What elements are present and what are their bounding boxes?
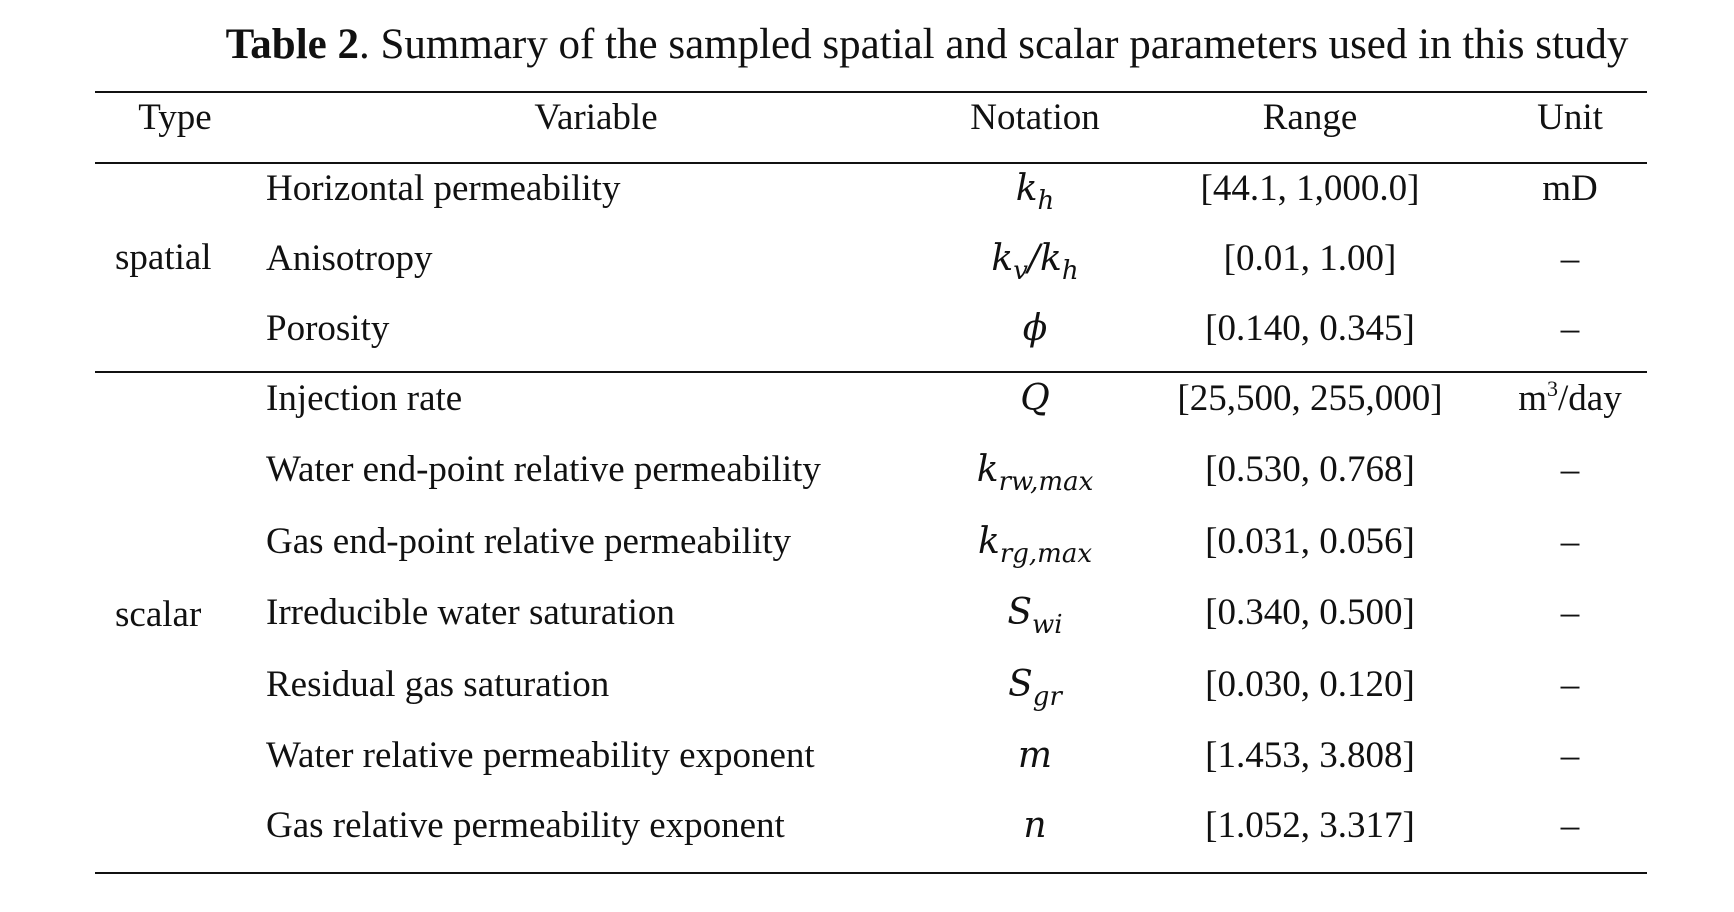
unit-part: – — [1560, 238, 1580, 279]
cell-unit — [1500, 305, 1640, 353]
unit-part: – — [1560, 735, 1580, 776]
notation-part: h — [1037, 186, 1055, 216]
unit-part: – — [1560, 805, 1580, 846]
cell-unit — [1500, 518, 1640, 566]
cell-variable: Injection rate — [266, 378, 463, 419]
cell-unit — [1500, 165, 1640, 213]
notation-part: k — [978, 521, 1000, 562]
group-label-spatial: spatial — [115, 237, 212, 278]
cell-variable: Water end-point relative permeability — [266, 449, 821, 490]
cell-unit — [1500, 235, 1640, 283]
unit-part: – — [1560, 449, 1580, 490]
cell-range: [0.01, 1.00] — [1223, 238, 1397, 279]
cell-unit — [1500, 446, 1640, 494]
header-unit: Unit — [1537, 97, 1603, 138]
table-caption-text: . Summary of the sampled spatial and scalar parameters used in this study — [359, 21, 1629, 68]
header-type: Type — [138, 97, 212, 138]
cell-range: [25,500, 255,000] — [1177, 378, 1443, 419]
notation-part: rg,max — [999, 539, 1092, 569]
unit-part: – — [1560, 592, 1580, 633]
unit-part: /day — [1558, 378, 1622, 419]
header-notation: Notation — [970, 97, 1100, 138]
unit-part: – — [1560, 664, 1580, 705]
cell-range: [0.030, 0.120] — [1205, 664, 1415, 705]
unit-part: – — [1560, 308, 1580, 349]
notation-part: ϕ — [1022, 308, 1048, 349]
cell-variable: Gas end-point relative permeability — [266, 521, 792, 562]
header-range: Range — [1262, 97, 1358, 138]
notation-part: m — [1017, 735, 1053, 776]
unit-part: 3 — [1547, 376, 1559, 401]
cell-unit — [1500, 732, 1640, 780]
notation-part: k — [1015, 168, 1038, 209]
cell-unit — [1500, 375, 1640, 423]
cell-variable: Irreducible water saturation — [266, 592, 675, 633]
cell-variable: Residual gas saturation — [266, 664, 610, 705]
table-caption — [0, 16, 1734, 74]
cell-unit — [1500, 589, 1640, 637]
cell-variable: Horizontal permeability — [266, 168, 621, 209]
notation-part: gr — [1032, 682, 1062, 712]
bottom-rule — [95, 872, 1647, 874]
notation-part: h — [1061, 256, 1079, 286]
table-caption-label: Table 2 — [225, 21, 360, 68]
cell-unit — [1500, 802, 1640, 850]
notation-part: n — [1023, 805, 1047, 846]
top-rule — [95, 91, 1647, 93]
group-divider-rule — [95, 371, 1647, 373]
cell-range: [0.140, 0.345] — [1205, 308, 1415, 349]
notation-part: v — [1013, 256, 1028, 286]
unit-part: – — [1560, 521, 1580, 562]
cell-unit — [1500, 661, 1640, 709]
unit-part: mD — [1542, 168, 1598, 209]
cell-variable: Anisotropy — [266, 238, 433, 279]
unit-part: m — [1518, 378, 1548, 419]
cell-range: [44.1, 1,000.0] — [1200, 168, 1420, 209]
notation-part: rw,max — [998, 467, 1094, 497]
notation-part: k — [991, 238, 1014, 279]
cell-variable: Gas relative permeability exponent — [266, 805, 785, 846]
header-rule — [95, 162, 1647, 164]
cell-range: [0.530, 0.768] — [1205, 449, 1415, 490]
notation-part: S — [1008, 664, 1033, 705]
cell-variable: Porosity — [266, 308, 390, 349]
notation-part: k — [976, 449, 999, 490]
group-label-scalar: scalar — [115, 594, 202, 635]
notation-part: /k — [1027, 238, 1062, 279]
cell-variable: Water relative permeability exponent — [266, 735, 815, 776]
notation-part: Q — [1020, 378, 1050, 419]
notation-part: wi — [1032, 610, 1063, 640]
cell-range: [1.052, 3.317] — [1205, 805, 1415, 846]
notation-part: S — [1007, 592, 1033, 633]
cell-range: [1.453, 3.808] — [1205, 735, 1415, 776]
header-variable: Variable — [534, 97, 658, 138]
cell-range: [0.031, 0.056] — [1205, 521, 1415, 562]
cell-range: [0.340, 0.500] — [1205, 592, 1415, 633]
